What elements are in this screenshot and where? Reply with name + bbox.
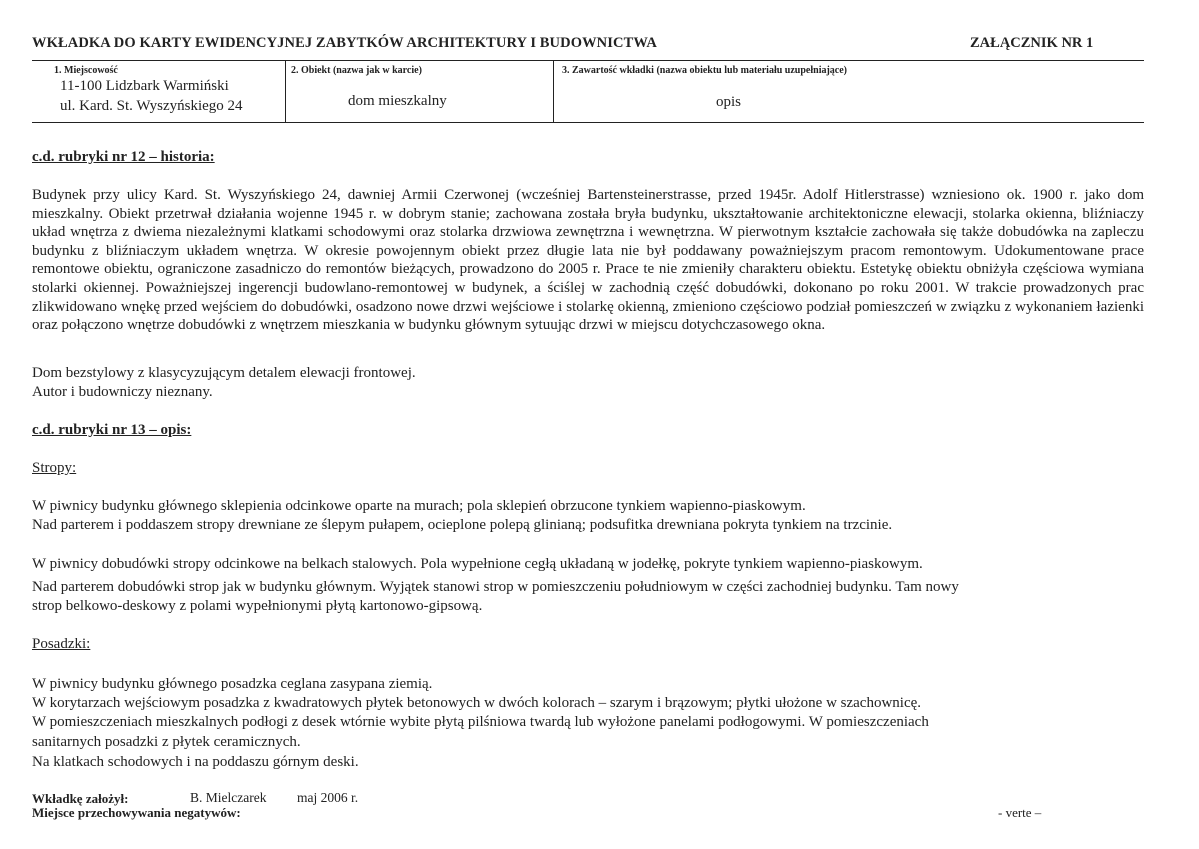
object-cell xyxy=(285,61,554,122)
ceilings-line: strop belkowo-deskowy z polami wypełnionymi płytą kartonowo-gipsową. xyxy=(32,598,483,614)
floors-heading: Posadzki: xyxy=(32,636,91,652)
ceilings-line: Nad parterem i poddaszem stropy drewniane ze ślepym pułapem, ocieplone polepą glinianą; podsufitka drewniana pokryta tynkiem na trzcinie. xyxy=(32,517,893,533)
floors-line: sanitarnych posadzki z płytek ceramicznych. xyxy=(32,734,301,750)
floors-line: W piwnicy budynku głównego posadzka ceglana zasypana ziemią. xyxy=(32,676,433,692)
history-heading: c.d. rubryki nr 12 – historia: xyxy=(32,149,215,165)
author-label: Wkładkę założył: xyxy=(32,791,129,806)
author-name: B. Mielczarek xyxy=(190,790,267,805)
history-paragraph: Budynek przy ulicy Kard. St. Wyszyńskiego 24, dawniej Armii Czerwonej (wcześniej Bartensteinerstrasse, przed 1945r. Adolf Hitlerstrasse) wzniesiono ok. 1900 r. jako dom mieszkalny. Obiekt przetrwał działania wojenne 1945 r. w dobrym stanie; zachowana została bryła budynku, ukształtowanie architektoniczne elewacji, stolarka okienna, bliźniaczy układ wnętrza z dwiema niezależnymi klatkami schodowymi oraz stolarka drzwiowa zewnętrzna i wewnętrzna. W pierwotnym kształcie zachowała się także dobudówka na zapleczu budynku z bliźniaczym układem wnętrza. W okresie powojennym obiekt przez długie lata nie był poddawany poważniejszym pracom remontowym. Udokumentowane prace remontowe obiektu, ograniczone zasadniczo do remontów bieżących, prowadzono do 2005 r. Prace te nie zmieniły charakteru obiektu. Estetykę obiektu obniżyła częściowa wymiana stolarki okiennej. Poważniejszej ingerencji budowlano-remontowej w budynek, a ściślej w zachodnią część dobudówki, dokonano po roku 2001. W trakcie prowadzonych prac zlikwidowano wnękę przed wejściem do dobudówki, osadzono nowe drzwi wejściowe i stolarkę okienną, zmieniono częściowo podział pomieszczeń w związku z wykonaniem łazienki oraz połączono wnętrze dobudówki z wnętrzem mieszkania w budynku głównym sytuując drzwi w miejscu dotychczasowego okna. xyxy=(32,187,1144,334)
content-value: opis xyxy=(716,94,742,110)
negatives-label: Miejsce przechowywania negatywów: xyxy=(32,805,241,820)
location-label: 1. Miejscowość xyxy=(54,65,118,76)
location-city: 11-100 Lidzbark Warmiński xyxy=(60,78,229,94)
annex-number: ZAŁĄCZNIK NR 1 xyxy=(970,35,1094,51)
content-label: 3. Zawartość wkładki (nazwa obiektu lub materiału uzupełniające) xyxy=(562,65,848,76)
floors-line: W pomieszczeniach mieszkalnych podłogi z desek wtórnie wybite płytą pilśniowa twardą lub wyłożone panelami podłogowymi. W pomieszczeniach xyxy=(32,714,929,730)
verte-note: - verte – xyxy=(998,805,1042,820)
floors-line: W korytarzach wejściowym posadzka z kwadratowych płytek betonowych w dwóch kolorach – szarym i brązowym; płytki ułożone w szachownicę. xyxy=(32,695,922,711)
header-table xyxy=(32,60,1144,123)
ceilings-line: W piwnicy budynku głównego sklepienia odcinkowe oparte na murach; pola sklepień obrzucone tynkiem wapienno-piaskowym. xyxy=(32,498,806,514)
author-date: maj 2006 r. xyxy=(297,790,359,805)
history-author-line: Autor i budowniczy nieznany. xyxy=(32,384,213,400)
ceilings-heading: Stropy: xyxy=(32,460,77,476)
description-heading: c.d. rubryki nr 13 – opis: xyxy=(32,422,192,438)
floors-line: Na klatkach schodowych i na poddaszu górnym deski. xyxy=(32,754,359,770)
location-cell xyxy=(32,61,285,122)
content-cell xyxy=(553,61,1145,122)
document-title: WKŁADKA DO KARTY EWIDENCYJNEJ ZABYTKÓW ARCHITEKTURY I BUDOWNICTWA xyxy=(32,35,657,51)
ceilings-line: Nad parterem dobudówki strop jak w budynku głównym. Wyjątek stanowi strop w pomieszczeniu południowym w części zachodniej budynku. Tam nowy xyxy=(32,579,959,595)
object-label: 2. Obiekt (nazwa jak w karcie) xyxy=(291,65,422,76)
object-value: dom mieszkalny xyxy=(348,93,447,109)
ceilings-line: W piwnicy dobudówki stropy odcinkowe na belkach stalowych. Pola wypełnione cegłą układaną w jodełkę, pokryte tynkiem wapienno-piaskowym. xyxy=(32,556,923,572)
history-style-line: Dom bezstylowy z klasycyzującym detalem elewacji frontowej. xyxy=(32,365,416,381)
location-street: ul. Kard. St. Wyszyńskiego 24 xyxy=(60,98,243,114)
